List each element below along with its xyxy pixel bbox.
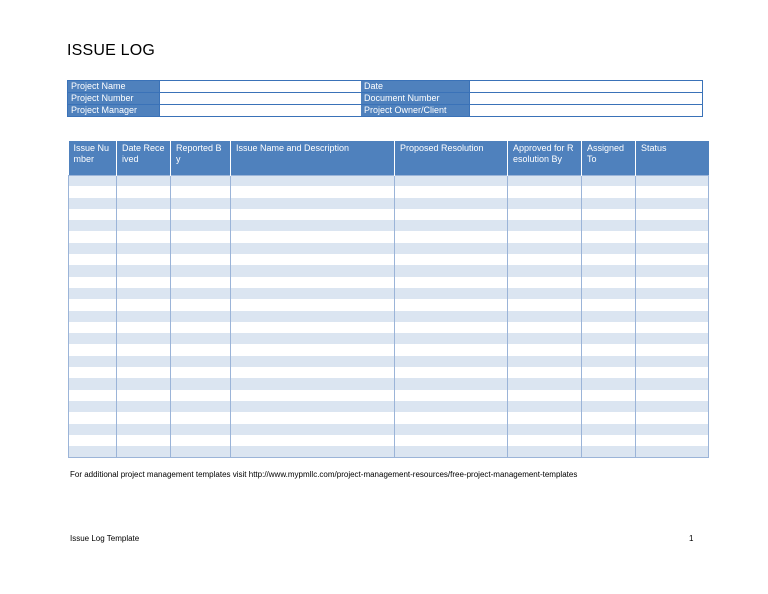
table-cell[interactable] — [69, 390, 117, 401]
table-cell[interactable] — [69, 412, 117, 423]
table-cell[interactable] — [636, 435, 709, 446]
table-row — [69, 175, 709, 186]
table-row — [69, 198, 709, 209]
column-header-reported-by: Reported By — [171, 141, 231, 175]
table-cell[interactable] — [117, 299, 171, 310]
table-cell[interactable] — [171, 186, 231, 197]
table-cell[interactable] — [395, 209, 508, 220]
table-cell[interactable] — [508, 412, 582, 423]
document-number-field[interactable] — [469, 93, 702, 104]
table-cell[interactable] — [231, 254, 395, 265]
table-cell[interactable] — [231, 378, 395, 389]
table-cell[interactable] — [171, 254, 231, 265]
table-cell[interactable] — [117, 333, 171, 344]
table-cell[interactable] — [395, 356, 508, 367]
table-cell[interactable] — [69, 367, 117, 378]
table-cell[interactable] — [231, 367, 395, 378]
table-cell[interactable] — [636, 231, 709, 242]
table-cell[interactable] — [117, 390, 171, 401]
issue-log-table — [68, 141, 709, 458]
table-cell[interactable] — [636, 401, 709, 412]
page-number: 1 — [689, 534, 694, 543]
table-row — [69, 311, 709, 322]
table-cell[interactable] — [508, 435, 582, 446]
table-cell[interactable] — [231, 412, 395, 423]
table-cell[interactable] — [117, 446, 171, 457]
table-cell[interactable] — [582, 435, 636, 446]
table-cell[interactable] — [117, 186, 171, 197]
table-cell[interactable] — [231, 277, 395, 288]
table-cell[interactable] — [171, 209, 231, 220]
table-cell[interactable] — [636, 254, 709, 265]
table-cell[interactable] — [636, 367, 709, 378]
table-cell[interactable] — [508, 288, 582, 299]
table-cell[interactable] — [231, 333, 395, 344]
table-cell[interactable] — [231, 265, 395, 276]
table-cell[interactable] — [508, 198, 582, 209]
table-cell[interactable] — [231, 288, 395, 299]
table-cell[interactable] — [69, 220, 117, 231]
table-cell[interactable] — [395, 265, 508, 276]
table-cell[interactable] — [69, 344, 117, 355]
table-cell[interactable] — [117, 378, 171, 389]
column-header-proposed-resolution: Proposed Resolution — [395, 141, 508, 175]
table-cell[interactable] — [231, 435, 395, 446]
project-manager-field[interactable] — [159, 105, 361, 116]
table-cell[interactable] — [508, 322, 582, 333]
table-cell[interactable] — [636, 288, 709, 299]
table-cell[interactable] — [582, 277, 636, 288]
table-cell[interactable] — [69, 333, 117, 344]
table-cell[interactable] — [636, 412, 709, 423]
table-cell[interactable] — [395, 435, 508, 446]
table-cell[interactable] — [508, 333, 582, 344]
table-cell[interactable] — [582, 299, 636, 310]
table-cell[interactable] — [171, 322, 231, 333]
column-header-date-received: Date Received — [117, 141, 171, 175]
project-name-field[interactable] — [159, 81, 361, 92]
table-cell[interactable] — [171, 333, 231, 344]
table-row — [69, 288, 709, 299]
table-cell[interactable] — [582, 367, 636, 378]
table-row — [69, 435, 709, 446]
table-cell[interactable] — [508, 254, 582, 265]
table-cell[interactable] — [636, 186, 709, 197]
table-cell[interactable] — [231, 344, 395, 355]
table-cell[interactable] — [117, 243, 171, 254]
table-cell[interactable] — [117, 277, 171, 288]
table-row — [69, 209, 709, 220]
table-cell[interactable] — [395, 378, 508, 389]
table-cell[interactable] — [231, 231, 395, 242]
table-cell[interactable] — [395, 299, 508, 310]
table-cell[interactable] — [171, 356, 231, 367]
table-cell[interactable] — [171, 412, 231, 423]
table-cell[interactable] — [69, 198, 117, 209]
table-cell[interactable] — [636, 344, 709, 355]
table-cell[interactable] — [171, 231, 231, 242]
table-cell[interactable] — [582, 322, 636, 333]
table-cell[interactable] — [69, 322, 117, 333]
table-cell[interactable] — [582, 243, 636, 254]
info-label: Project Owner/Client — [361, 105, 469, 116]
table-cell[interactable] — [117, 435, 171, 446]
table-cell[interactable] — [117, 412, 171, 423]
page-title: ISSUE LOG — [67, 42, 156, 59]
templates-note: For additional project management templates visit http://www.mypmllc.com/project-management-resources/free-project-management-templates — [70, 470, 578, 479]
table-cell[interactable] — [117, 231, 171, 242]
table-cell[interactable] — [117, 322, 171, 333]
table-cell[interactable] — [69, 288, 117, 299]
column-header-issue-description: Issue Name and Description — [231, 141, 395, 175]
table-cell[interactable] — [636, 311, 709, 322]
table-cell[interactable] — [636, 322, 709, 333]
column-header-approved-by: Approved for Resolution By — [508, 141, 582, 175]
table-cell[interactable] — [69, 401, 117, 412]
table-cell[interactable] — [636, 378, 709, 389]
table-row — [69, 220, 709, 231]
table-cell[interactable] — [582, 344, 636, 355]
project-owner-field[interactable] — [469, 105, 702, 116]
table-cell[interactable] — [231, 356, 395, 367]
table-cell[interactable] — [171, 378, 231, 389]
table-cell[interactable] — [508, 446, 582, 457]
table-cell[interactable] — [69, 265, 117, 276]
info-row-project-number — [68, 92, 702, 104]
table-cell[interactable] — [582, 231, 636, 242]
table-row — [69, 265, 709, 276]
table-cell[interactable] — [582, 254, 636, 265]
table-cell[interactable] — [636, 243, 709, 254]
table-cell[interactable] — [117, 209, 171, 220]
table-cell[interactable] — [231, 401, 395, 412]
table-cell[interactable] — [117, 175, 171, 186]
table-cell[interactable] — [171, 367, 231, 378]
table-cell[interactable] — [395, 231, 508, 242]
table-cell[interactable] — [395, 220, 508, 231]
table-cell[interactable] — [395, 186, 508, 197]
table-cell[interactable] — [508, 356, 582, 367]
table-cell[interactable] — [395, 412, 508, 423]
table-cell[interactable] — [69, 209, 117, 220]
date-field[interactable] — [469, 81, 702, 92]
table-row — [69, 390, 709, 401]
info-label: Project Name — [68, 81, 159, 92]
table-cell[interactable] — [69, 378, 117, 389]
table-row — [69, 367, 709, 378]
table-cell[interactable] — [508, 390, 582, 401]
table-cell[interactable] — [231, 175, 395, 186]
table-cell[interactable] — [636, 299, 709, 310]
table-cell[interactable] — [231, 390, 395, 401]
table-cell[interactable] — [171, 344, 231, 355]
table-cell[interactable] — [117, 311, 171, 322]
column-header-assigned-to: Assigned To — [582, 141, 636, 175]
table-cell[interactable] — [171, 288, 231, 299]
table-cell[interactable] — [117, 344, 171, 355]
info-label: Project Manager — [68, 105, 159, 116]
info-label: Date — [361, 81, 469, 92]
table-row — [69, 412, 709, 423]
table-cell[interactable] — [508, 299, 582, 310]
issue-log-body — [69, 175, 709, 457]
table-row — [69, 401, 709, 412]
table-cell[interactable] — [171, 243, 231, 254]
table-cell[interactable] — [171, 311, 231, 322]
table-cell[interactable] — [69, 446, 117, 457]
table-cell[interactable] — [508, 265, 582, 276]
table-cell[interactable] — [231, 243, 395, 254]
table-cell[interactable] — [582, 333, 636, 344]
table-cell[interactable] — [582, 378, 636, 389]
table-cell[interactable] — [171, 424, 231, 435]
table-cell[interactable] — [636, 424, 709, 435]
info-label: Project Number — [68, 93, 159, 104]
table-cell[interactable] — [582, 401, 636, 412]
table-cell[interactable] — [636, 277, 709, 288]
table-cell[interactable] — [69, 243, 117, 254]
table-cell[interactable] — [508, 277, 582, 288]
table-cell[interactable] — [171, 446, 231, 457]
table-row — [69, 277, 709, 288]
table-cell[interactable] — [395, 446, 508, 457]
table-cell[interactable] — [636, 446, 709, 457]
table-cell[interactable] — [636, 220, 709, 231]
table-cell[interactable] — [117, 220, 171, 231]
table-cell[interactable] — [117, 198, 171, 209]
table-cell[interactable] — [582, 288, 636, 299]
table-cell[interactable] — [69, 254, 117, 265]
table-cell[interactable] — [508, 186, 582, 197]
table-row — [69, 322, 709, 333]
table-cell[interactable] — [582, 412, 636, 423]
table-cell[interactable] — [508, 424, 582, 435]
table-cell[interactable] — [117, 367, 171, 378]
table-cell[interactable] — [582, 311, 636, 322]
table-cell[interactable] — [395, 277, 508, 288]
table-cell[interactable] — [636, 198, 709, 209]
table-cell[interactable] — [69, 356, 117, 367]
table-row — [69, 356, 709, 367]
table-cell[interactable] — [171, 299, 231, 310]
table-row — [69, 378, 709, 389]
table-cell[interactable] — [395, 322, 508, 333]
table-cell[interactable] — [582, 446, 636, 457]
project-number-field[interactable] — [159, 93, 361, 104]
table-cell[interactable] — [117, 401, 171, 412]
table-cell[interactable] — [171, 435, 231, 446]
table-cell[interactable] — [171, 390, 231, 401]
table-cell[interactable] — [508, 231, 582, 242]
table-cell[interactable] — [231, 446, 395, 457]
table-cell[interactable] — [508, 311, 582, 322]
table-cell[interactable] — [171, 277, 231, 288]
table-cell[interactable] — [582, 265, 636, 276]
table-cell[interactable] — [231, 209, 395, 220]
table-cell[interactable] — [508, 378, 582, 389]
table-cell[interactable] — [117, 424, 171, 435]
table-row — [69, 424, 709, 435]
info-row-project-manager — [68, 104, 702, 116]
table-cell[interactable] — [508, 209, 582, 220]
project-info-table — [67, 80, 703, 117]
table-cell[interactable] — [171, 401, 231, 412]
table-cell[interactable] — [395, 401, 508, 412]
table-header-row — [69, 141, 709, 175]
table-cell[interactable] — [231, 198, 395, 209]
table-cell[interactable] — [636, 333, 709, 344]
footer-title: Issue Log Template — [70, 534, 140, 543]
table-cell[interactable] — [395, 424, 508, 435]
table-cell[interactable] — [395, 254, 508, 265]
table-cell[interactable] — [508, 367, 582, 378]
table-cell[interactable] — [171, 175, 231, 186]
table-cell[interactable] — [117, 265, 171, 276]
table-cell[interactable] — [231, 322, 395, 333]
info-row-project-name — [68, 81, 702, 92]
table-row — [69, 333, 709, 344]
table-cell[interactable] — [231, 220, 395, 231]
table-cell[interactable] — [69, 231, 117, 242]
table-cell[interactable] — [582, 356, 636, 367]
table-cell[interactable] — [395, 333, 508, 344]
table-row — [69, 344, 709, 355]
table-cell[interactable] — [636, 390, 709, 401]
table-cell[interactable] — [117, 288, 171, 299]
table-cell[interactable] — [636, 209, 709, 220]
table-row — [69, 299, 709, 310]
table-row — [69, 254, 709, 265]
table-row — [69, 231, 709, 242]
table-cell[interactable] — [231, 299, 395, 310]
table-cell[interactable] — [582, 424, 636, 435]
table-row — [69, 446, 709, 457]
table-cell[interactable] — [69, 299, 117, 310]
table-cell[interactable] — [231, 311, 395, 322]
table-cell[interactable] — [117, 254, 171, 265]
table-cell[interactable] — [171, 265, 231, 276]
table-cell[interactable] — [117, 356, 171, 367]
table-cell[interactable] — [582, 390, 636, 401]
table-cell[interactable] — [395, 243, 508, 254]
table-cell[interactable] — [231, 424, 395, 435]
table-cell[interactable] — [582, 220, 636, 231]
table-cell[interactable] — [69, 175, 117, 186]
table-cell[interactable] — [582, 209, 636, 220]
table-row — [69, 243, 709, 254]
table-cell[interactable] — [508, 401, 582, 412]
table-cell[interactable] — [395, 288, 508, 299]
table-cell[interactable] — [69, 424, 117, 435]
info-label: Document Number — [361, 93, 469, 104]
column-header-issue-number: Issue Number — [69, 141, 117, 175]
table-cell[interactable] — [69, 186, 117, 197]
table-cell[interactable] — [395, 344, 508, 355]
table-cell[interactable] — [395, 175, 508, 186]
table-cell[interactable] — [69, 311, 117, 322]
table-cell[interactable] — [582, 175, 636, 186]
table-cell[interactable] — [231, 186, 395, 197]
column-header-status: Status — [636, 141, 709, 175]
table-cell[interactable] — [508, 175, 582, 186]
table-cell[interactable] — [171, 220, 231, 231]
table-cell[interactable] — [508, 344, 582, 355]
table-cell[interactable] — [508, 220, 582, 231]
table-cell[interactable] — [636, 175, 709, 186]
table-cell[interactable] — [508, 243, 582, 254]
table-cell[interactable] — [395, 198, 508, 209]
table-cell[interactable] — [69, 435, 117, 446]
table-cell[interactable] — [395, 367, 508, 378]
table-cell[interactable] — [582, 186, 636, 197]
table-cell[interactable] — [582, 198, 636, 209]
table-row — [69, 186, 709, 197]
table-cell[interactable] — [69, 277, 117, 288]
table-cell[interactable] — [395, 390, 508, 401]
table-cell[interactable] — [636, 356, 709, 367]
table-cell[interactable] — [171, 198, 231, 209]
table-cell[interactable] — [395, 311, 508, 322]
table-cell[interactable] — [636, 265, 709, 276]
